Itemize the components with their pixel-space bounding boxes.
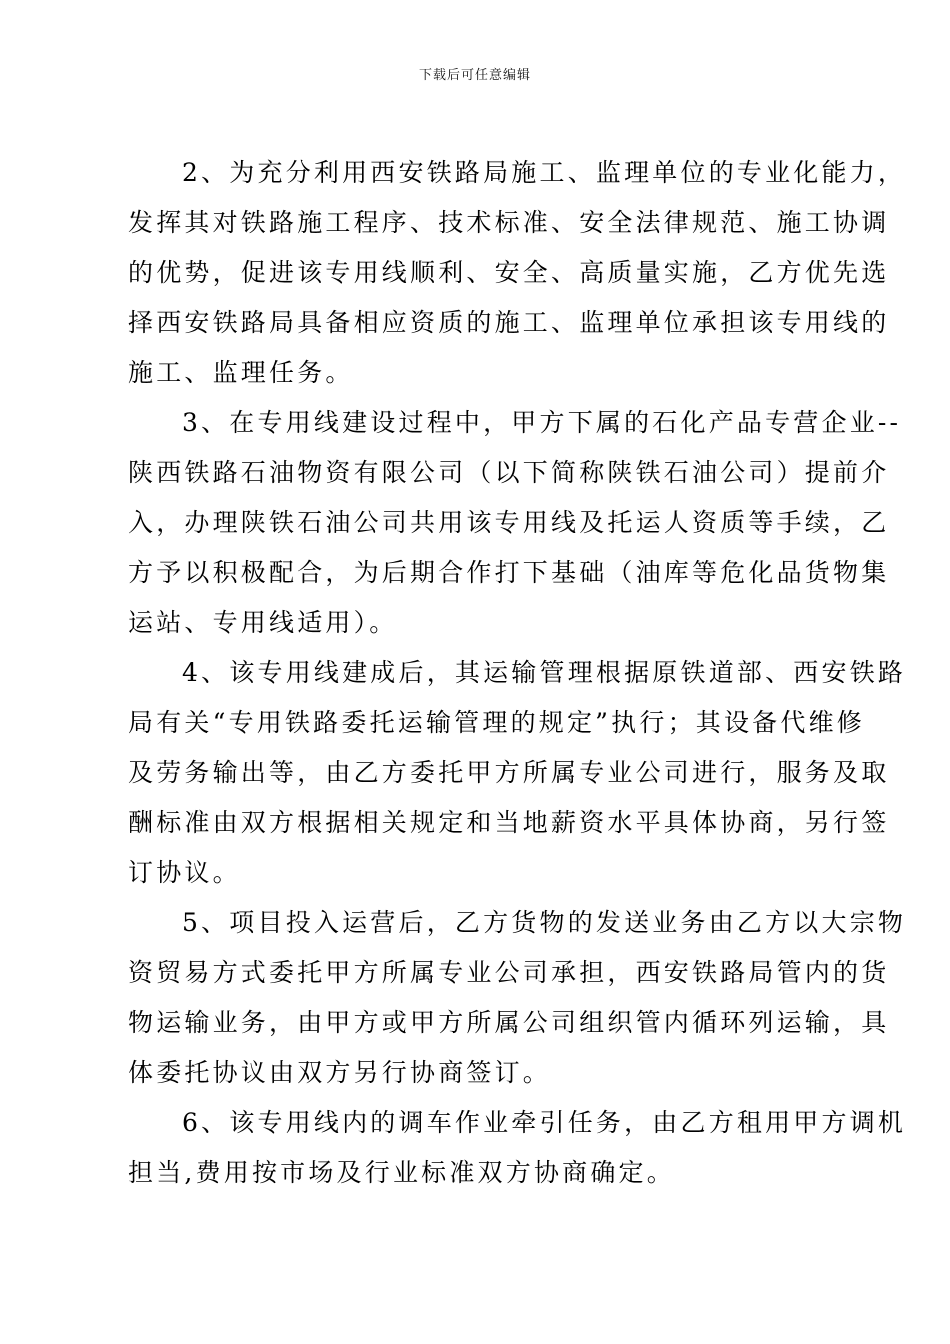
paragraph-line: 5、项目投入运营后，乙方货物的发送业务由乙方以大宗物 xyxy=(182,908,907,937)
paragraph-line: 入，办理陕铁石油公司共用该专用线及托运人资质等手续，乙 xyxy=(128,508,890,537)
paragraph-line: 3、在专用线建设过程中，甲方下属的石化产品专营企业-- xyxy=(182,408,902,437)
paragraph-line: 陕西铁路石油物资有限公司（以下简称陕铁石油公司）提前介 xyxy=(128,458,890,487)
paragraph-line: 方予以积极配合，为后期合作打下基础（油库等危化品货物集 xyxy=(128,558,890,587)
paragraph-line: 施工、监理任务。 xyxy=(128,358,354,387)
paragraph-line: 酬标准由双方根据相关规定和当地薪资水平具体协商，另行签 xyxy=(128,808,890,837)
document-body xyxy=(128,148,907,1198)
paragraph-line: 担当,费用按市场及行业标准双方协商确定。 xyxy=(128,1158,675,1187)
paragraph-line: 体委托协议由双方另行协商签订。 xyxy=(128,1058,552,1087)
paragraph-line: 发挥其对铁路施工程序、技术标准、安全法律规范、施工协调 xyxy=(128,208,890,237)
paragraph-line: 2、为充分利用西安铁路局施工、监理单位的专业化能力， xyxy=(182,158,907,187)
paragraph-2 xyxy=(128,148,907,398)
paragraph-line: 局有关“专用铁路委托运输管理的规定”执行；其设备代维修 xyxy=(128,708,865,737)
paragraph-line: 资贸易方式委托甲方所属专业公司承担，西安铁路局管内的货 xyxy=(128,958,890,987)
paragraph-line: 的优势，促进该专用线顺利、安全、高质量实施，乙方优先选 xyxy=(128,258,890,287)
paragraph-line: 运站、专用线适用）。 xyxy=(128,608,398,637)
paragraph-6 xyxy=(128,1098,907,1198)
paragraph-line: 订协议。 xyxy=(128,858,241,887)
paragraph-line: 6、该专用线内的调车作业牵引任务，由乙方租用甲方调机 xyxy=(182,1108,907,1137)
paragraph-line: 物运输业务，由甲方或甲方所属公司组织管内循环列运输，具 xyxy=(128,1008,890,1037)
header-note: 下载后可任意编辑 xyxy=(418,68,531,83)
paragraph-3 xyxy=(128,398,902,648)
paragraph-line: 择西安铁路局具备相应资质的施工、监理单位承担该专用线的 xyxy=(128,308,890,337)
paragraph-4 xyxy=(128,648,907,898)
paragraph-5 xyxy=(128,898,907,1098)
paragraph-line: 4、该专用线建成后，其运输管理根据原铁道部、西安铁路 xyxy=(182,658,907,687)
paragraph-line: 及劳务输出等，由乙方委托甲方所属专业公司进行，服务及取 xyxy=(128,758,890,787)
